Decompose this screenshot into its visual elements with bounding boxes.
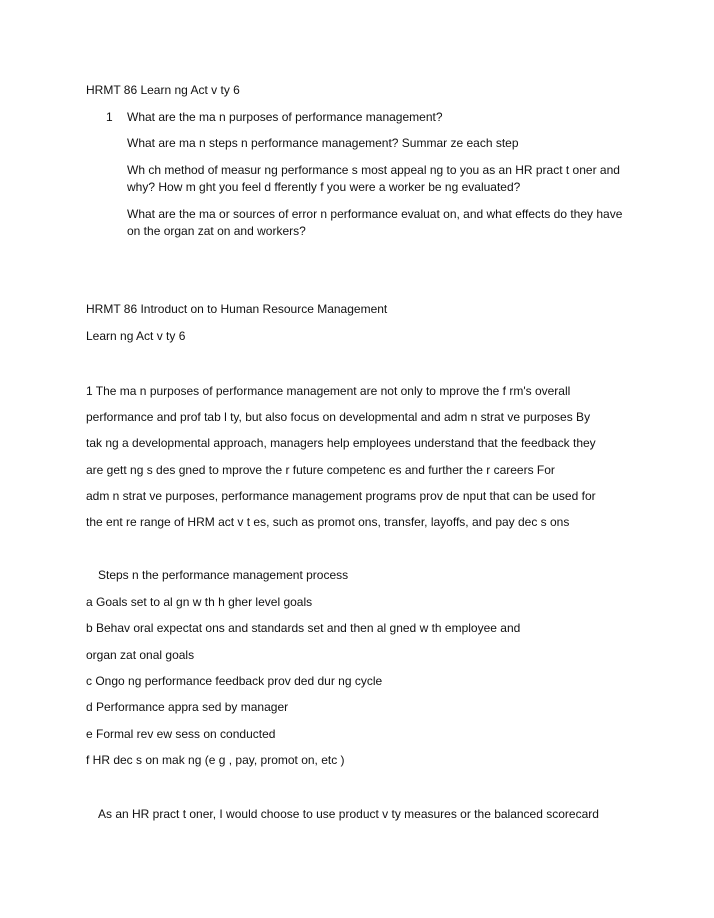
answer-1-line-5: adm n strat ve purposes, performance management programs prov de nput that can be used for: [86, 489, 596, 503]
step-e: e Formal rev ew sess on conducted: [86, 727, 276, 741]
step-b: b Behav oral expectat ons and standards set and then al gned w th employee and: [86, 621, 521, 635]
answer-1-line-1: 1 The ma n purposes of performance management are not only to mprove the f rm's overall: [86, 384, 571, 398]
question-2: What are ma n steps n performance management? Summar ze each step: [127, 136, 519, 150]
steps-heading: Steps n the performance management process: [98, 568, 349, 582]
step-a: a Goals set to al gn w th h gher level goals: [86, 595, 313, 609]
answer-1-line-6: the ent re range of HRM act v t es, such as promot ons, transfer, layoffs, and pay dec s ons: [86, 515, 570, 529]
step-b-continued: organ zat onal goals: [86, 648, 195, 662]
answer-1-line-3: tak ng a developmental approach, managers help employees understand that the feedback they: [86, 436, 596, 450]
question-4: What are the ma or sources of error n performance evaluat on, and what effects do they have on the organ zat on and workers?: [127, 207, 623, 238]
question-3: Wh ch method of measur ng performance s most appeal ng to you as an HR pract t oner and why? How m ght you feel d fferently f you were a worker be ng evaluated?: [127, 163, 620, 194]
activity-subtitle: Learn ng Act v ty 6: [86, 329, 186, 343]
answer-1-line-2: performance and prof tab l ty, but also focus on developmental and adm n strat ve purposes By: [86, 410, 591, 424]
step-c: c Ongo ng performance feedback prov ded dur ng cycle: [86, 674, 383, 688]
answer-1-line-4: are gett ng s des gned to mprove the r future competenc es and further the r careers For: [86, 463, 555, 477]
question-number: 1: [106, 110, 113, 124]
answer-3-first-line: As an HR pract t oner, I would choose to use product v ty measures or the balanced scorecard: [98, 807, 599, 821]
step-f: f HR dec s on mak ng (e g , pay, promot on, etc ): [86, 753, 345, 767]
course-title: HRMT 86 Introduct on to Human Resource Management: [86, 302, 388, 316]
activity-title: HRMT 86 Learn ng Act v ty 6: [86, 83, 240, 97]
step-d: d Performance appra sed by manager: [86, 700, 289, 714]
question-1: What are the ma n purposes of performance management?: [127, 110, 443, 124]
